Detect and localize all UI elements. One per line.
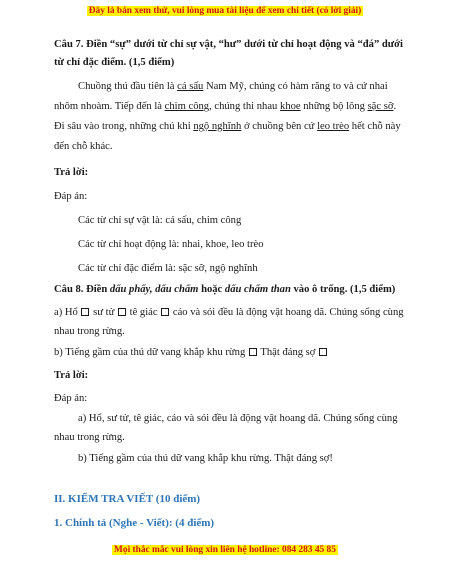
- hotline-banner: Mọi thắc mắc vui lòng xin liên hệ hotline: 084 283 45 85: [114, 545, 336, 555]
- q7-answer-label: Trả lời:: [54, 167, 89, 178]
- blank-box-icon: [118, 308, 126, 316]
- blank-box-icon: [161, 308, 169, 316]
- q7-answer-intro: Đáp án:: [54, 191, 88, 202]
- q7-passage-line1: Chuồng thú đầu tiên là cá sấu Nam Mỹ, chúng có hàm răng to và cứ nhai: [78, 81, 388, 92]
- section-heading: II. KIỂM TRA VIẾT (10 điểm): [54, 493, 201, 505]
- q8-answer-a-line2: nhau trong rừng.: [54, 432, 125, 443]
- q8-item-a-line2: nhau trong rừng.: [54, 326, 125, 337]
- section-subheading: 1. Chính tả (Nghe - Viết): (4 điểm): [54, 517, 215, 529]
- q7-title-line2: từ chỉ đặc điểm. (1,5 điểm): [54, 57, 175, 68]
- q7-passage-line3: Đi sâu vào trong, những chú khỉ ngộ nghĩnh ở chuồng bên cứ leo trèo hết chỗ này: [54, 121, 401, 132]
- blank-box-icon: [81, 308, 89, 316]
- preview-banner: Đây là bản xem thử, vui lòng mua tài liệu để xem chi tiết (có lời giải): [88, 6, 362, 16]
- q8-answer-intro: Đáp án:: [54, 393, 88, 404]
- blank-box-icon: [319, 348, 327, 356]
- blank-box-icon: [249, 348, 257, 356]
- q7-passage-line2: nhôm nhoàm. Tiếp đến là chim công, chúng thi nhau khoe những bộ lông sặc sỡ.: [54, 101, 397, 112]
- q7-passage-line4: đến chỗ khác.: [54, 141, 113, 152]
- q8-answer-a-line1: a) Hổ, sư tử, tê giác, cáo và sói đều là động vật hoang dã. Chúng sống cùng: [78, 413, 398, 424]
- q7-answer-1: Các từ chỉ sự vật là: cá sấu, chim công: [78, 215, 242, 226]
- q7-title-line1: Câu 7. Điền “sự” dưới từ chỉ sự vật, “hư” dưới từ chỉ hoạt động và “đá” dưới: [54, 39, 403, 50]
- q8-item-a: a) Hổ sư tử tê giác cáo và sói đều là động vật hoang dã. Chúng sống cùng: [54, 307, 404, 318]
- q7-answer-3: Các từ chỉ đặc điểm là: sặc sỡ, ngộ nghĩnh: [78, 263, 258, 274]
- q8-item-b: b) Tiếng gầm của thú dữ vang khắp khu rừng Thật đáng sợ: [54, 346, 450, 359]
- q7-answer-2: Các từ chỉ hoạt động là: nhai, khoe, leo trèo: [78, 239, 264, 250]
- q8-answer-label: Trả lời:: [54, 370, 89, 381]
- q8-answer-b: b) Tiếng gầm của thú dữ vang khắp khu rừng. Thật đáng sợ!: [78, 453, 333, 464]
- q8-title: Câu 8. Điền dấu phẩy, dấu chấm hoặc dấu chấm than vào ô trống. (1,5 điểm): [54, 284, 396, 295]
